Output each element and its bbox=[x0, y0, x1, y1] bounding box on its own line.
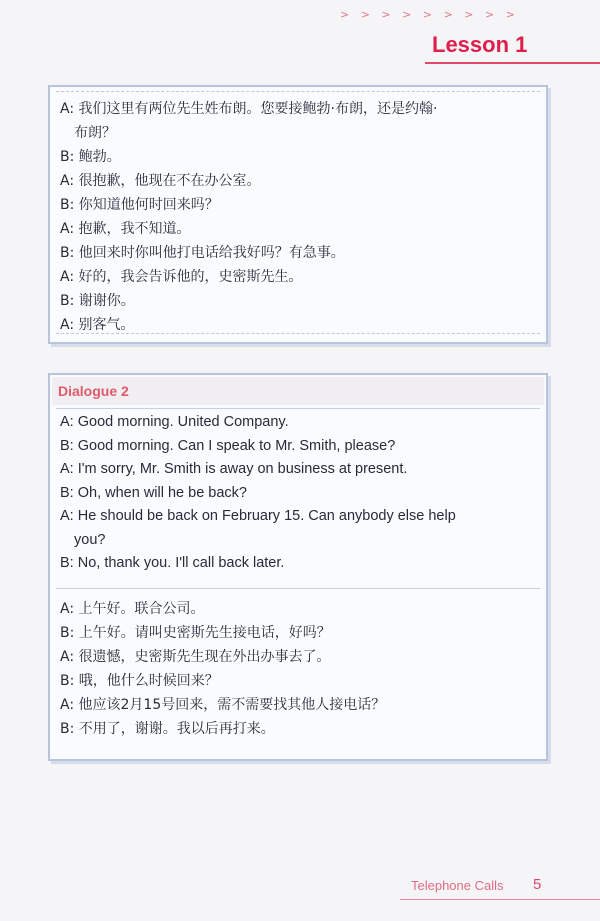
line-text: 好的，我会告诉他的，史密斯先生。 bbox=[78, 269, 303, 285]
dialogue-line bbox=[60, 217, 534, 241]
speaker-label: B: bbox=[60, 484, 74, 501]
line-text: 谢谢你。 bbox=[78, 293, 135, 309]
speaker-label: B: bbox=[60, 293, 75, 309]
line-text: Oh, when will he be back? bbox=[77, 484, 247, 501]
speaker-label: B: bbox=[60, 245, 75, 261]
dialogue-line bbox=[60, 645, 536, 669]
dialogue-line bbox=[60, 552, 536, 576]
speaker-label: B: bbox=[60, 625, 75, 641]
footer-rule bbox=[400, 899, 600, 900]
speaker-label: A: bbox=[60, 649, 75, 665]
header-chevrons: > > > > > > > > > bbox=[340, 8, 519, 21]
line-text: 哦，他什么时候回来？ bbox=[78, 673, 219, 689]
dialogue-line bbox=[60, 97, 534, 121]
speaker-label: A: bbox=[60, 317, 75, 333]
line-text: 很遗憾，史密斯先生现在外出办事去了。 bbox=[78, 649, 331, 665]
dialogue1-chinese-lines bbox=[60, 97, 534, 337]
dialogue-line bbox=[60, 693, 536, 717]
dialogue-line bbox=[60, 435, 536, 459]
dialogue-line bbox=[60, 193, 534, 217]
line-continuation: 布朗？ bbox=[74, 125, 116, 141]
line-text: 他应该2月15号回来，需不需要找其他人接电话？ bbox=[78, 697, 386, 713]
line-continuation: you? bbox=[74, 531, 106, 548]
line-text: 他回来时你叫他打电话给我好吗？有急事。 bbox=[78, 245, 345, 261]
heading-separator bbox=[56, 408, 540, 409]
speaker-label: A: bbox=[60, 508, 74, 524]
line-text: 你知道他何时回来吗？ bbox=[78, 197, 219, 213]
line-text: 不用了，谢谢。我以后再打来。 bbox=[78, 721, 275, 737]
dialogue1-chinese-box bbox=[48, 85, 548, 344]
line-text: 上午好。联合公司。 bbox=[78, 601, 205, 617]
line-text: 鲍勃。 bbox=[78, 149, 121, 165]
box-dashed-rule bbox=[56, 333, 540, 334]
speaker-label: B: bbox=[60, 673, 75, 689]
speaker-label: A: bbox=[60, 101, 75, 117]
dialogue-line bbox=[60, 717, 536, 741]
dialogue-line bbox=[60, 505, 536, 529]
footer-page-number: 5 bbox=[533, 876, 542, 893]
dialogue-line bbox=[60, 265, 534, 289]
line-text: I'm sorry, Mr. Smith is away on business at present. bbox=[77, 461, 408, 477]
dialogue-line bbox=[60, 145, 534, 169]
speaker-label: A: bbox=[60, 697, 75, 713]
line-text: 很抱歉，他现在不在办公室。 bbox=[78, 173, 261, 189]
dialogue-line bbox=[60, 289, 534, 313]
speaker-label: B: bbox=[60, 721, 75, 737]
line-text: He should be back on February 15. Can anybody else help bbox=[77, 508, 456, 524]
speaker-label: A: bbox=[60, 173, 75, 189]
footer-section-title: Telephone Calls bbox=[411, 878, 504, 893]
dialogue-line bbox=[60, 482, 536, 506]
speaker-label: A: bbox=[60, 461, 74, 477]
dialogue2-chinese-lines bbox=[60, 597, 536, 741]
line-text: 抱歉，我不知道。 bbox=[78, 221, 191, 237]
speaker-label: A: bbox=[60, 601, 75, 617]
dialogue-line bbox=[60, 669, 536, 693]
speaker-label: A: bbox=[60, 221, 75, 237]
speaker-label: A: bbox=[60, 269, 75, 285]
lesson-title: Lesson 1 bbox=[432, 32, 528, 57]
box-dashed-rule bbox=[56, 91, 540, 92]
speaker-label: B: bbox=[60, 437, 74, 454]
dialogue-line bbox=[60, 458, 536, 482]
speaker-label: B: bbox=[60, 149, 75, 165]
line-text: 别客气。 bbox=[78, 317, 135, 333]
dialogue-line bbox=[60, 411, 536, 435]
speaker-label: B: bbox=[60, 555, 74, 571]
speaker-label: B: bbox=[60, 197, 75, 213]
speaker-label: A: bbox=[60, 414, 74, 430]
title-rule bbox=[425, 62, 600, 64]
line-text: Good morning. Can I speak to Mr. Smith, please? bbox=[77, 437, 396, 454]
line-text: 上午好。请叫史密斯先生接电话，好吗？ bbox=[78, 625, 331, 641]
line-text: Good morning. United Company. bbox=[77, 414, 289, 430]
dialogue2-box bbox=[48, 373, 548, 761]
line-text: 我们这里有两位先生姓布朗。您要接鲍勃·布朗，还是约翰· bbox=[78, 101, 438, 117]
dialogue-line bbox=[60, 241, 534, 265]
dialogue2-english-lines bbox=[60, 411, 536, 576]
dialogue-line bbox=[60, 169, 534, 193]
line-text: No, thank you. I'll call back later. bbox=[77, 555, 285, 571]
translation-separator bbox=[56, 588, 540, 589]
dialogue-line bbox=[60, 621, 536, 645]
dialogue-line bbox=[60, 597, 536, 621]
dialogue2-heading: Dialogue 2 bbox=[58, 383, 129, 399]
